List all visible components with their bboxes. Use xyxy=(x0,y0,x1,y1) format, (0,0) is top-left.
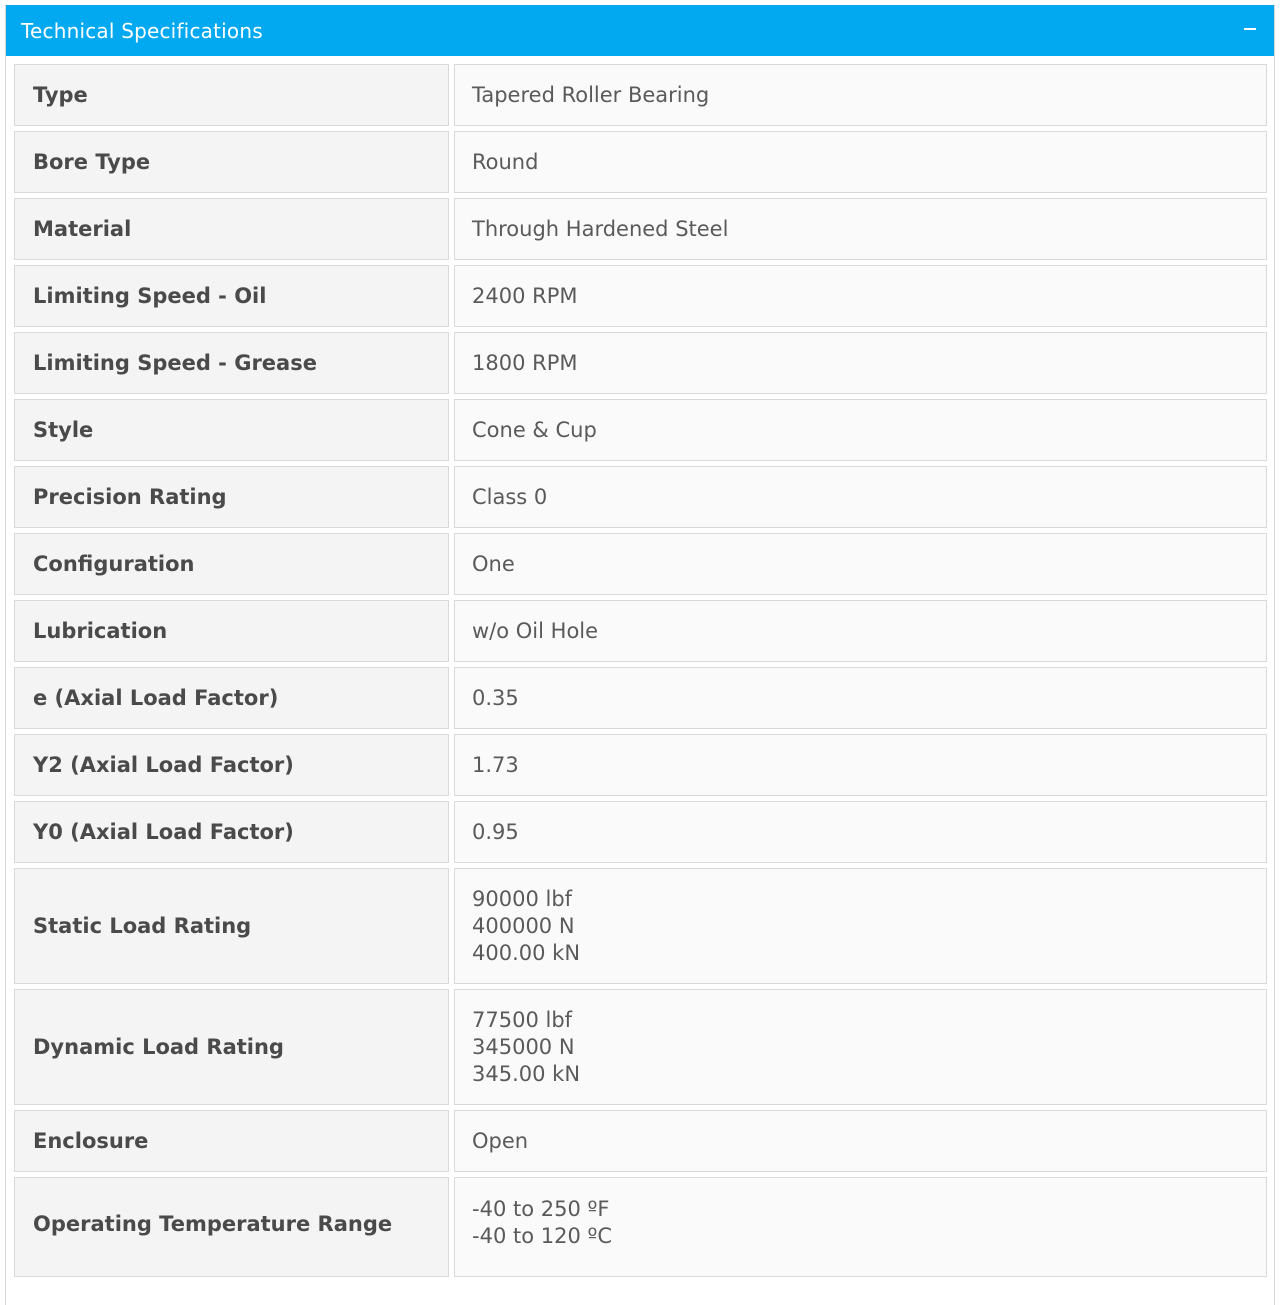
minus-icon[interactable] xyxy=(1244,28,1256,30)
spec-label: e (Axial Load Factor) xyxy=(14,667,449,729)
spec-value xyxy=(454,868,1267,984)
table-row xyxy=(14,734,1268,796)
spec-label: Operating Temperature Range xyxy=(14,1177,449,1277)
spec-value: Through Hardened Steel xyxy=(454,198,1267,260)
spec-value-line: 77500 lbf xyxy=(472,1007,573,1032)
spec-value: 1800 RPM xyxy=(454,332,1267,394)
panel-title: Technical Specifications xyxy=(21,18,263,43)
spec-label: Y2 (Axial Load Factor) xyxy=(14,734,449,796)
spec-label: Limiting Speed - Grease xyxy=(14,332,449,394)
spec-label: Type xyxy=(14,64,449,126)
spec-label: Static Load Rating xyxy=(14,868,449,984)
spec-value: w/o Oil Hole xyxy=(454,600,1267,662)
spec-value-line: -40 to 250 ºF xyxy=(472,1197,610,1221)
spec-label: Style xyxy=(14,399,449,461)
spec-value xyxy=(454,1177,1267,1277)
technical-specifications-panel xyxy=(5,5,1275,1305)
table-row xyxy=(14,600,1268,662)
table-row xyxy=(14,868,1268,984)
spec-value: 2400 RPM xyxy=(454,265,1267,327)
spec-label: Lubrication xyxy=(14,600,449,662)
spec-value: 0.95 xyxy=(454,801,1267,863)
table-row xyxy=(14,667,1268,729)
table-row xyxy=(14,989,1268,1105)
spec-label: Configuration xyxy=(14,533,449,595)
table-row xyxy=(14,533,1268,595)
table-row xyxy=(14,1110,1268,1172)
spec-value: One xyxy=(454,533,1267,595)
spec-label: Precision Rating xyxy=(14,466,449,528)
table-row xyxy=(14,332,1268,394)
spec-value-line: 345000 N xyxy=(472,1034,575,1059)
table-row xyxy=(14,466,1268,528)
spec-label: Material xyxy=(14,198,449,260)
spec-value: 0.35 xyxy=(454,667,1267,729)
table-row xyxy=(14,64,1268,126)
spec-value-line: -40 to 120 ºC xyxy=(472,1224,613,1248)
table-row xyxy=(14,265,1268,327)
spec-value-line: 345.00 kN xyxy=(472,1061,581,1086)
spec-label: Y0 (Axial Load Factor) xyxy=(14,801,449,863)
table-row xyxy=(14,399,1268,461)
table-row xyxy=(14,1177,1268,1277)
spec-label: Enclosure xyxy=(14,1110,449,1172)
spec-value: Cone & Cup xyxy=(454,399,1267,461)
spec-value: Tapered Roller Bearing xyxy=(454,64,1267,126)
panel-header[interactable] xyxy=(6,5,1274,56)
table-row xyxy=(14,198,1268,260)
spec-value: Round xyxy=(454,131,1267,193)
spec-value: 1.73 xyxy=(454,734,1267,796)
spec-table xyxy=(14,64,1268,1282)
spec-value-line: 90000 lbf xyxy=(472,886,573,911)
spec-value: Open xyxy=(454,1110,1267,1172)
table-row xyxy=(14,801,1268,863)
spec-label: Bore Type xyxy=(14,131,449,193)
spec-value-line: 400000 N xyxy=(472,913,575,938)
spec-label: Limiting Speed - Oil xyxy=(14,265,449,327)
table-row xyxy=(14,131,1268,193)
spec-value xyxy=(454,989,1267,1105)
spec-value-line: 400.00 kN xyxy=(472,940,581,965)
spec-value: Class 0 xyxy=(454,466,1267,528)
spec-label: Dynamic Load Rating xyxy=(14,989,449,1105)
